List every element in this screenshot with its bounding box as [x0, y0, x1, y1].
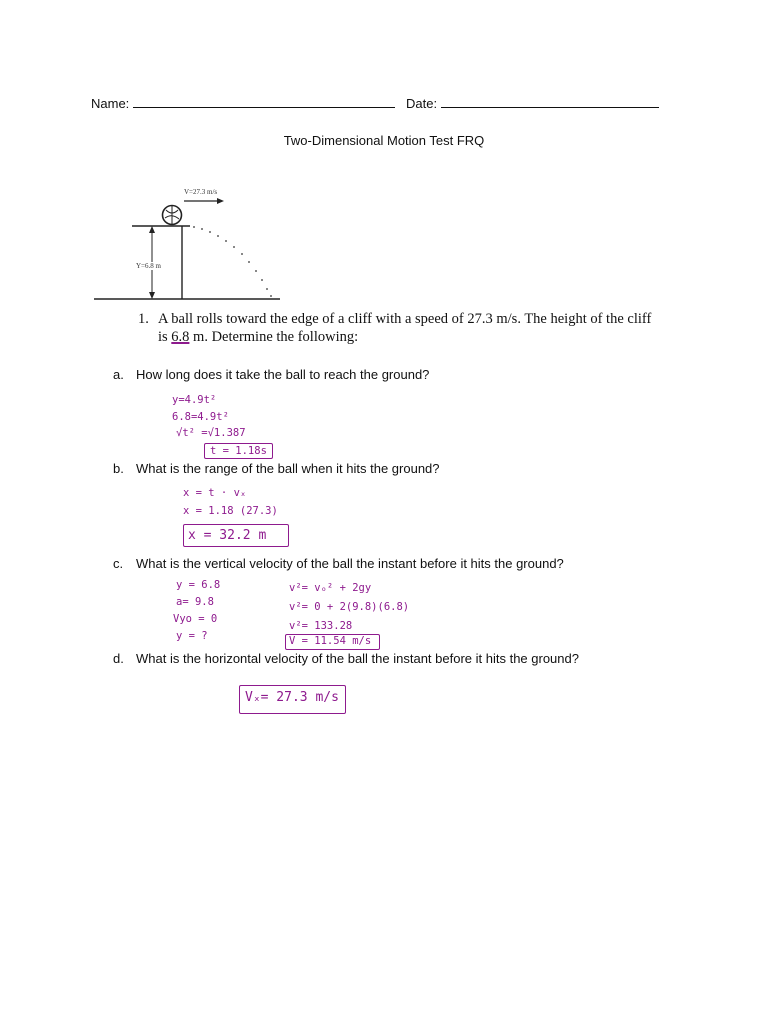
name-row [91, 95, 395, 111]
question-c-text: What is the vertical velocity of the ball the instant before it hits the ground? [136, 556, 564, 571]
cliff-height-value: 6.8 [171, 329, 190, 345]
height-label: Y=6.8 m [136, 262, 161, 270]
answer-a-line1: y=4.9t² [172, 394, 217, 406]
answer-b-final: x = 32.2 m [183, 524, 289, 547]
date-blank-line[interactable] [441, 95, 659, 108]
answer-c-given1: y = 6.8 [176, 579, 221, 591]
page-title: Two-Dimensional Motion Test FRQ [283, 133, 485, 148]
answer-c-work2: v²= 0 + 2(9.8)(6.8) [289, 601, 410, 613]
question-c-letter: c. [113, 556, 124, 571]
question-b-text: What is the range of the ball when it hits the ground? [136, 461, 440, 476]
answer-c-work1: v²= vₒ² + 2gy [289, 582, 372, 594]
answer-a-line2: 6.8=4.9t² [172, 411, 229, 423]
name-blank-line[interactable] [133, 95, 395, 108]
answer-c-work3: v²= 133.28 [289, 620, 353, 632]
answer-b-line1: x = t · vₓ [183, 487, 247, 499]
answer-b-line2: x = 1.18 (27.3) [183, 505, 278, 517]
answer-c-given4: y = ? [176, 630, 208, 642]
answer-d-final: Vₓ= 27.3 m/s [239, 685, 346, 714]
cliff-diagram-graphic [92, 180, 292, 305]
problem-number: 1. [138, 311, 149, 327]
cliff-diagram [92, 180, 292, 305]
answer-a-line3: √t² =√1.387 [176, 427, 246, 439]
name-label: Name: [91, 96, 130, 111]
question-d-text: What is the horizontal velocity of the ball the instant before it hits the ground? [136, 651, 579, 666]
velocity-label: V=27.3 m/s [184, 188, 218, 196]
problem-text-post: m. Determine the following: [189, 329, 359, 345]
problem-text-line2 [158, 329, 358, 346]
date-row [406, 95, 659, 111]
answer-c-given3: Vyo = 0 [173, 613, 218, 625]
problem-text-pre: is [158, 329, 172, 345]
answer-c-final: V = 11.54 m/s [285, 634, 380, 650]
question-a-text: How long does it take the ball to reach the ground? [136, 367, 430, 382]
answer-a-final: t = 1.18s [204, 443, 273, 459]
question-d-letter: d. [113, 651, 124, 666]
problem-text-line1: A ball rolls toward the edge of a cliff with a speed of 27.3 m/s. The height of the cliff [158, 311, 652, 327]
question-b-letter: b. [113, 461, 124, 476]
question-a-letter: a. [113, 367, 124, 382]
date-label: Date: [406, 96, 438, 111]
answer-c-given2: a= 9.8 [176, 596, 214, 608]
